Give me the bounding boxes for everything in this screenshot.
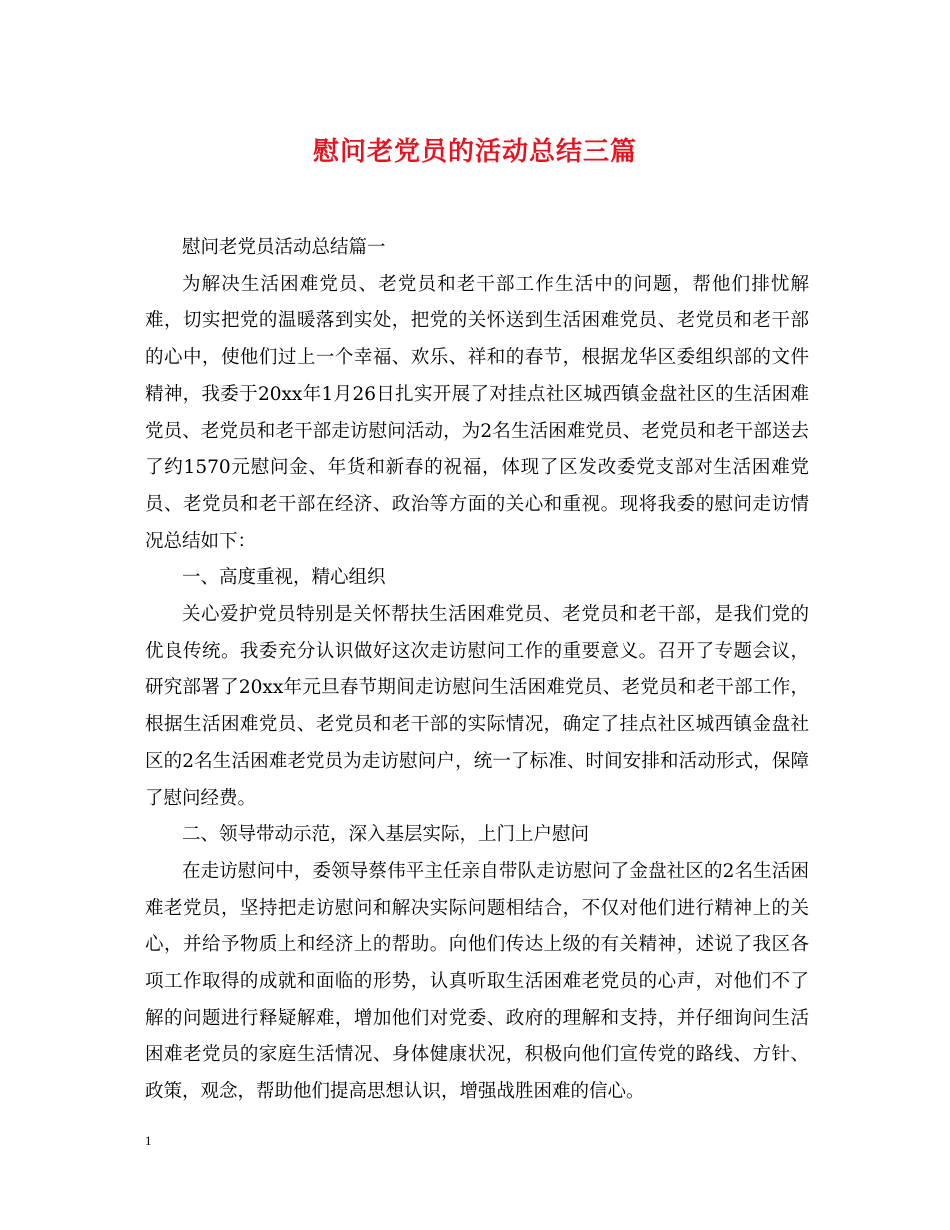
body-paragraph: 关心爱护党员特别是关怀帮扶生活困难党员、老党员和老干部，是我们党的优良传统。我委充分认识做好这次走访慰问工作的重要意义。召开了专题会议，研究部署了20xx年元旦春节期间走访慰问生活困难党员、老党员和老干部工作，根据生活困难党员、老党员和老干部的实际情况，确定了挂点社区城西镇金盘社区的2名生活困难老党员为走访慰问户，统一了标准、时间安排和活动形式，保障了慰问经费。 bbox=[145, 604, 809, 809]
document-body bbox=[145, 230, 809, 1111]
body-paragraph: 为解决生活困难党员、老党员和老干部工作生活中的问题，帮他们排忧解难，切实把党的温暖落到实处，把党的关怀送到生活困难党员、老党员和老干部的心中，使他们过上一个幸福、欢乐、祥和的春节，根据龙华区委组织部的文件精神，我委于20xx年1月26日扎实开展了对挂点社区城西镇金盘社区的生活困难党员、老党员和老干部走访慰问活动，为2名生活困难党员、老党员和老干部送去了约1570元慰问金、年货和新春的祝福，体现了区发改委党支部对生活困难党员、老党员和老干部在经济、政治等方面的关心和重视。现将我委的慰问走访情况总结如下： bbox=[145, 273, 809, 552]
section-heading: 一、高度重视，精心组织 bbox=[182, 567, 386, 589]
page-number: 1 bbox=[145, 1133, 152, 1148]
body-paragraph: 在走访慰问中，委领导蔡伟平主任亲自带队走访慰问了金盘社区的2名生活困难老党员，坚持把走访慰问和解决实际问题相结合，不仅对他们进行精神上的关心，并给予物质上和经济上的帮助。向他们传达上级的有关精神，述说了我区各项工作取得的成就和面临的形势，认真听取生活困难老党员的心声，对他们不了解的问题进行释疑解难，增加他们对党委、政府的理解和支持，并仔细询问生活困难老党员的家庭生活情况、身体健康状况，积极向他们宣传党的路线、方针、政策，观念，帮助他们提高思想认识，增强战胜困难的信心。 bbox=[145, 860, 809, 1103]
section-heading: 二、领导带动示范，深入基层实际，上门上户慰问 bbox=[182, 824, 590, 846]
document-title: 慰问老党员的活动总结三篇 bbox=[312, 137, 637, 167]
section-heading-part-one: 慰问老党员活动总结篇一 bbox=[182, 237, 386, 258]
